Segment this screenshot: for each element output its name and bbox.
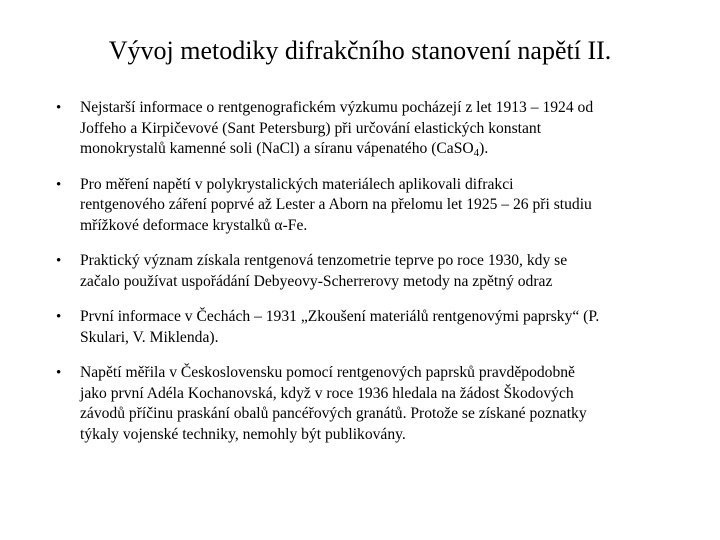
bullet-item-3 bbox=[56, 251, 696, 292]
bullet-3-line-2: začalo používat uspořádání Debyeovy-Scherrerovy metody na zpětný odraz bbox=[80, 272, 553, 290]
bullet-5-line-1: Napětí měřila v Československu pomocí rentgenových paprsků pravděpodobně bbox=[80, 364, 575, 381]
bullet-icon: • bbox=[56, 253, 62, 269]
bullet-list bbox=[56, 98, 696, 460]
bullet-2-line-3: mřížkové deformace krystalků α-Fe. bbox=[80, 216, 308, 234]
bullet-1-line-3-tail: ). bbox=[479, 140, 489, 157]
bullet-item-4 bbox=[56, 307, 696, 348]
bullet-1-line-3-text: monokrystalů kamenné soli (NaCl) a síranu vápenatého (CaSO bbox=[80, 140, 474, 157]
bullet-item-2 bbox=[56, 175, 696, 237]
bullet-item-1 bbox=[56, 98, 696, 160]
bullet-5-line-2: jako první Adéla Kochanovská, když v roce 1936 hledala na žádost Škodových bbox=[80, 384, 574, 402]
bullet-1-line-2: Joffeho a Kirpičevové (Sant Petersburg) při určování elastických konstant bbox=[80, 119, 542, 137]
bullet-2-line-2: rentgenového záření poprvé až Lester a Aborn na přelomu let 1925 – 26 při studiu bbox=[80, 196, 592, 213]
bullet-item-5 bbox=[56, 363, 696, 445]
bullet-2-line-1: Pro měření napětí v polykrystalických materiálech aplikovali difrakci bbox=[80, 175, 514, 193]
bullet-icon: • bbox=[56, 100, 62, 116]
bullet-icon: • bbox=[56, 309, 62, 325]
bullet-icon: • bbox=[56, 176, 62, 193]
bullet-1-line-3 bbox=[80, 139, 696, 160]
bullet-5-line-4: týkaly vojenské techniky, nemohly být publikovány. bbox=[80, 425, 406, 443]
bullet-1-line-1: Nejstarší informace o rentgenografickém výzkumu pocházejí z let 1913 – 1924 od bbox=[80, 99, 594, 116]
bullet-5-line-3: závodů příčinu praskání obalů pancéřových granátů. Protože se získané poznatky bbox=[80, 405, 587, 422]
slide-title: Vývoj metodiky difrakčního stanovení napětí II. bbox=[108, 36, 612, 65]
bullet-3-line-1: Praktický význam získala rentgenová tenzometrie teprve po roce 1930, kdy se bbox=[80, 252, 568, 269]
bullet-4-line-2: Skulari, V. Miklenda). bbox=[80, 328, 219, 346]
bullet-4-line-1: První informace v Čechách – 1931 „Zkoušení materiálů rentgenovými paprsky“ (P. bbox=[80, 308, 600, 325]
chemical-subscript: 4 bbox=[473, 147, 480, 159]
bullet-icon: • bbox=[56, 365, 62, 381]
